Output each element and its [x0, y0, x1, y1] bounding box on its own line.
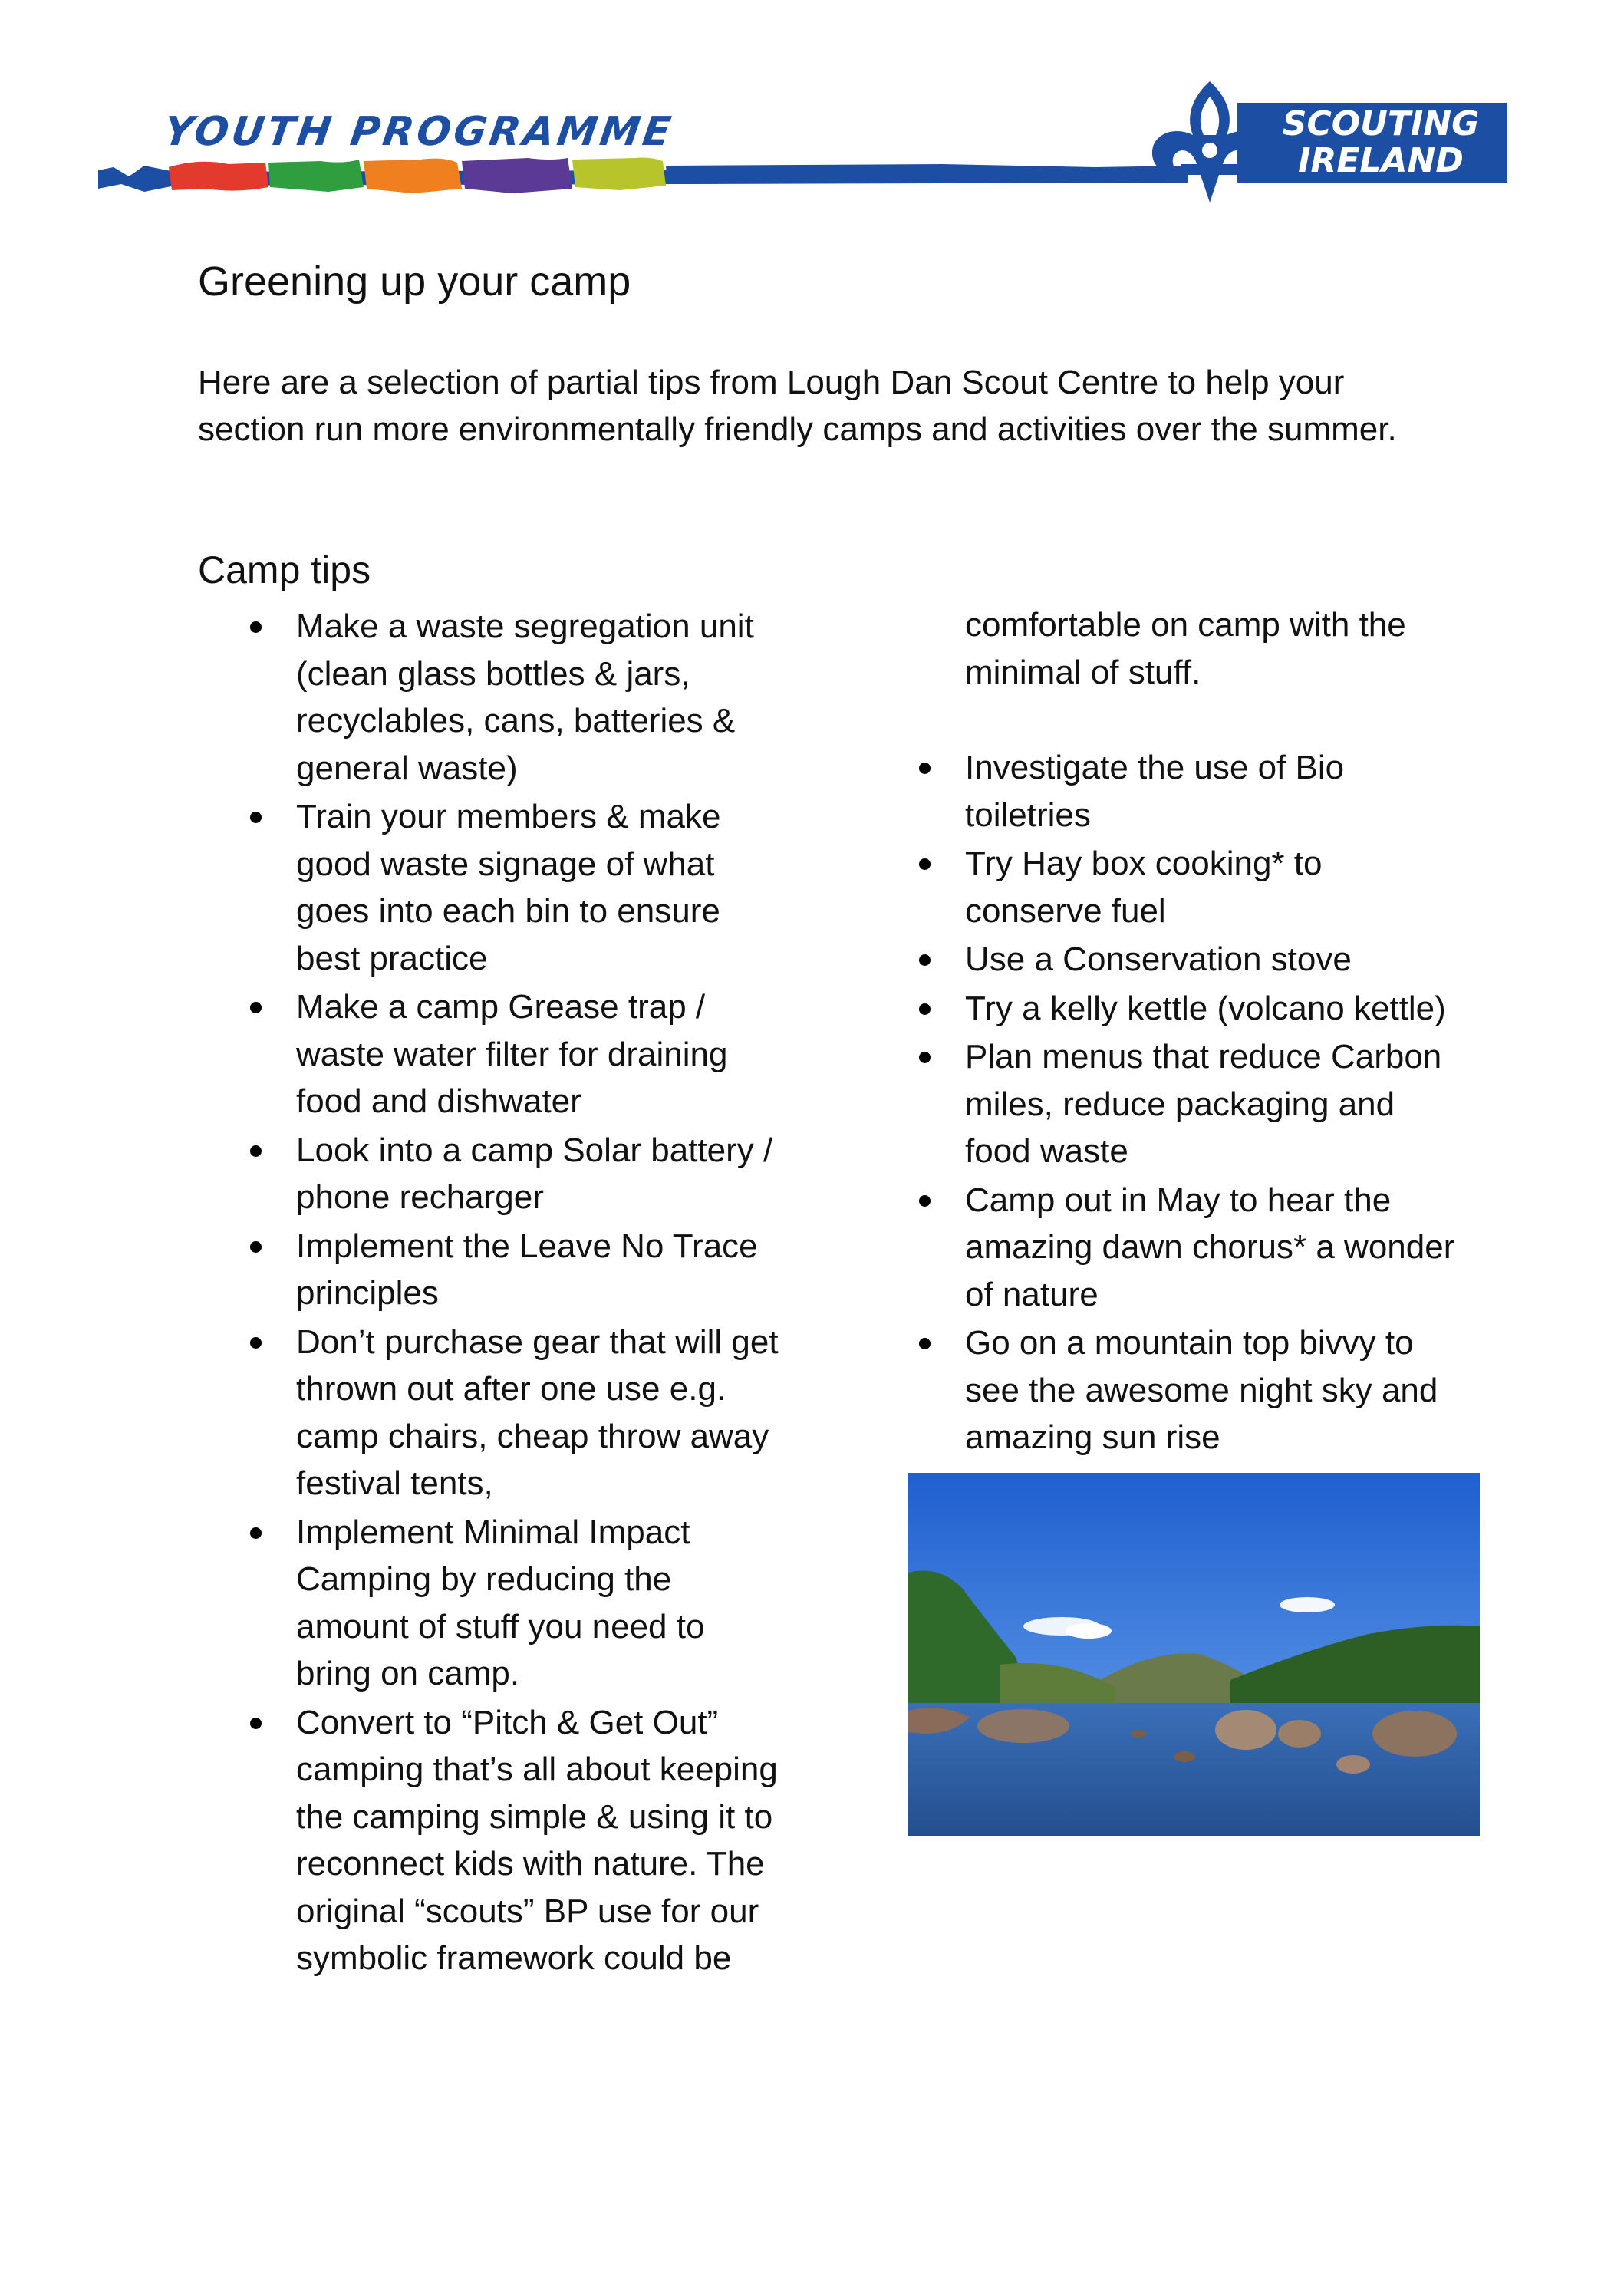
bullet-icon	[919, 954, 931, 966]
list-item	[296, 1223, 787, 1317]
bullet-icon	[919, 763, 931, 774]
lake-landscape-photo	[908, 1473, 1480, 1836]
bullet-icon	[250, 1145, 262, 1157]
tip-text: Make a waste segregation unit (clean glass bottles & jars, recyclables, cans, batteries & general waste)	[296, 608, 754, 787]
list-item	[296, 793, 787, 982]
tip-continuation: comfortable on camp with the minimal of stuff.	[965, 606, 1406, 691]
list-item	[296, 1509, 787, 1698]
list-item	[296, 1699, 787, 1982]
list-item	[296, 983, 787, 1125]
tip-text: Use a Conservation stove	[965, 940, 1352, 978]
intro-paragraph: Here are a selection of partial tips from Lough Dan Scout Centre to help your section run more environmentally friendly camps and activities over the summer.	[198, 364, 1397, 448]
bullet-icon	[919, 858, 931, 870]
list-item	[965, 1319, 1456, 1461]
tip-text: Make a camp Grease trap / waste water filter for draining food and dishwater	[296, 988, 728, 1120]
tip-text: Look into a camp Solar battery / phone recharger	[296, 1131, 773, 1216]
tip-text: Investigate the use of Bio toiletries	[965, 749, 1345, 834]
tips-list-right	[965, 744, 1456, 1463]
list-item	[965, 936, 1456, 983]
bullet-icon	[250, 1241, 262, 1253]
document-title: Greening up your camp	[198, 259, 631, 305]
logo-text	[1266, 106, 1496, 180]
bullet-icon	[919, 1003, 931, 1015]
tip-text: Try Hay box cooking* to conserve fuel	[965, 845, 1323, 930]
bullet-icon	[919, 1052, 931, 1063]
programme-title: YOUTH PROGRAMME	[160, 109, 677, 155]
tip-text: Train your members & make good waste signage of what goes into each bin to ensure best practice	[296, 798, 721, 977]
list-item	[965, 1177, 1456, 1319]
tip-text: Don’t purchase gear that will get thrown out after one use e.g. camp chairs, cheap throw away festival tents,	[296, 1323, 779, 1502]
section-heading-camp-tips: Camp tips	[198, 548, 371, 591]
tip-text: Implement the Leave No Trace principles	[296, 1227, 758, 1312]
tip-text: Try a kelly kettle (volcano kettle)	[965, 989, 1446, 1027]
list-item	[965, 1033, 1456, 1175]
list-item	[965, 840, 1456, 934]
colour-stripe-graphic	[98, 153, 1188, 207]
tip-text: Camp out in May to hear the amazing dawn chorus* a wonder of nature	[965, 1181, 1455, 1313]
tip-text: Plan menus that reduce Carbon miles, reduce packaging and food waste	[965, 1038, 1442, 1170]
list-item	[296, 1127, 787, 1221]
bullet-icon	[250, 1527, 262, 1539]
list-item	[965, 744, 1456, 838]
bullet-icon	[919, 1195, 931, 1207]
bullet-icon	[250, 1002, 262, 1013]
bullet-icon	[250, 812, 262, 823]
bullet-icon	[919, 1338, 931, 1349]
bullet-icon	[250, 1337, 262, 1349]
tip-text: Convert to “Pitch & Get Out” camping that’s all about keeping the camping simple & using it to reconnect kids with nature. The original “scouts” BP use for our symbolic framework could be	[296, 1703, 778, 1977]
list-item	[965, 985, 1456, 1033]
logo-line-ireland: IRELAND	[1298, 141, 1464, 180]
list-item	[296, 1319, 787, 1507]
tips-list-left	[296, 603, 787, 1984]
logo-line-scouting: SCOUTING	[1282, 104, 1480, 143]
list-item	[296, 603, 787, 792]
bullet-icon	[250, 621, 262, 633]
bullet-icon	[250, 1718, 262, 1729]
tip-text: Go on a mountain top bivvy to see the awesome night sky and amazing sun rise	[965, 1324, 1438, 1456]
page-header	[0, 0, 1624, 215]
tip-text: Implement Minimal Impact Camping by reducing the amount of stuff you need to bring on camp.	[296, 1513, 705, 1692]
